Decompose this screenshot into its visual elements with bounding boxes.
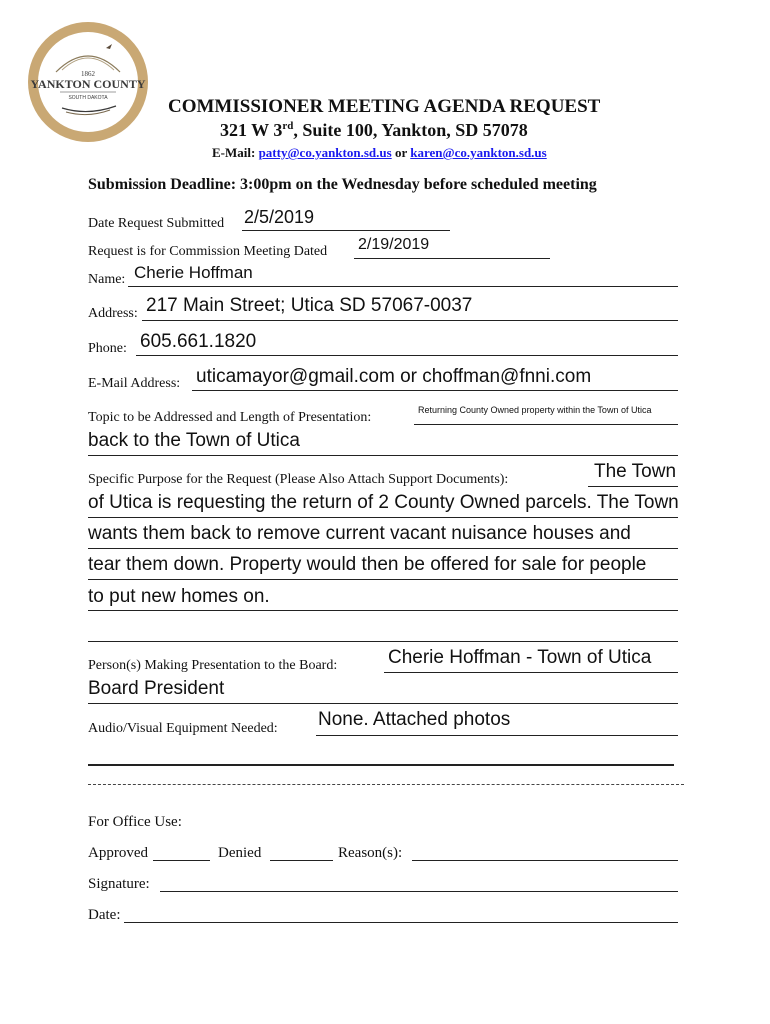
topic-line-2 xyxy=(88,455,678,456)
purpose-field-2[interactable]: of Utica is requesting the return of 2 County Owned parcels. The Town xyxy=(88,492,679,513)
denied-line[interactable] xyxy=(270,860,333,861)
yankton-county-seal-icon xyxy=(26,20,150,144)
office-use-divider xyxy=(88,784,684,785)
date-submitted-label: Date Request Submitted xyxy=(88,216,225,231)
purpose-line-5 xyxy=(88,610,678,611)
phone-field[interactable]: 605.661.1820 xyxy=(140,331,257,352)
purpose-field-5[interactable]: to put new homes on. xyxy=(88,586,270,607)
purpose-line-1 xyxy=(588,486,678,487)
reasons-label: Reason(s): xyxy=(338,845,403,861)
topic-label: Topic to be Addressed and Length of Presentation: xyxy=(88,410,372,425)
address-line xyxy=(142,320,678,321)
signature-label: Signature: xyxy=(88,876,150,892)
date-label: Date: xyxy=(88,907,121,923)
address-label: Address: xyxy=(88,306,138,321)
persons-field-2[interactable]: Board President xyxy=(88,678,225,699)
office-use-heading: For Office Use: xyxy=(88,814,182,830)
meeting-date-line xyxy=(354,258,550,259)
approved-line[interactable] xyxy=(153,860,210,861)
meeting-date-label: Request is for Commission Meeting Dated xyxy=(88,244,328,259)
purpose-field-3[interactable]: wants them back to remove current vacant nuisance houses and xyxy=(88,523,631,544)
topic-field-1[interactable]: Returning County Owned property within the Town of Utica xyxy=(418,405,652,415)
reasons-line[interactable] xyxy=(412,860,678,861)
email-link-karen[interactable]: karen@co.yankton.sd.us xyxy=(410,145,547,160)
purpose-line-3 xyxy=(88,548,678,549)
date-line[interactable] xyxy=(124,922,678,923)
name-label: Name: xyxy=(88,272,126,287)
av-equipment-field[interactable]: None. Attached photos xyxy=(318,709,511,730)
email-field[interactable]: uticamayor@gmail.com or choffman@fnni.com xyxy=(196,366,592,387)
persons-line-2 xyxy=(88,703,678,704)
phone-line xyxy=(136,355,678,356)
persons-label: Person(s) Making Presentation to the Board: xyxy=(88,658,338,673)
address-field[interactable]: 217 Main Street; Utica SD 57067-0037 xyxy=(146,295,473,316)
purpose-line-2 xyxy=(88,517,678,518)
svg-text:YANKTON COUNTY: YANKTON COUNTY xyxy=(30,77,146,91)
name-line xyxy=(128,286,678,287)
svg-text:SOUTH DAKOTA: SOUTH DAKOTA xyxy=(68,95,108,101)
purpose-line-4 xyxy=(88,579,678,580)
purpose-field-1[interactable]: The Town xyxy=(594,461,677,482)
purpose-line-6 xyxy=(88,641,678,642)
email-label: E-Mail Address: xyxy=(88,376,181,391)
name-field[interactable]: Cherie Hoffman xyxy=(134,263,253,282)
approved-label: Approved xyxy=(88,845,148,861)
topic-line-1 xyxy=(414,424,678,425)
phone-label: Phone: xyxy=(88,341,127,356)
page-title: COMMISSIONER MEETING AGENDA REQUEST xyxy=(168,96,601,117)
persons-field-1[interactable]: Cherie Hoffman - Town of Utica xyxy=(388,647,652,668)
persons-line-1 xyxy=(384,672,678,673)
purpose-label: Specific Purpose for the Request (Please Also Attach Support Documents): xyxy=(88,472,509,487)
date-submitted-line xyxy=(242,230,450,231)
date-submitted-field[interactable]: 2/5/2019 xyxy=(244,207,315,227)
denied-label: Denied xyxy=(218,845,262,861)
meeting-date-field[interactable]: 2/19/2019 xyxy=(358,236,430,253)
svg-text:1862: 1862 xyxy=(81,70,95,78)
office-address: 321 W 3rd, Suite 100, Yankton, SD 57078 xyxy=(220,120,528,140)
email-line xyxy=(192,390,678,391)
contact-emails: E-Mail: patty@co.yankton.sd.us or karen@co.yankton.sd.us xyxy=(212,145,547,160)
av-equipment-label: Audio/Visual Equipment Needed: xyxy=(88,721,278,736)
signature-line[interactable] xyxy=(160,891,678,892)
email-link-patty[interactable]: patty@co.yankton.sd.us xyxy=(258,145,392,160)
av-equipment-line xyxy=(316,735,678,736)
topic-field-2[interactable]: back to the Town of Utica xyxy=(88,430,300,451)
av-equipment-line-2 xyxy=(88,764,674,766)
submission-deadline: Submission Deadline: 3:00pm on the Wednesday before scheduled meeting xyxy=(88,176,597,193)
purpose-field-4[interactable]: tear them down. Property would then be offered for sale for people xyxy=(88,554,647,575)
